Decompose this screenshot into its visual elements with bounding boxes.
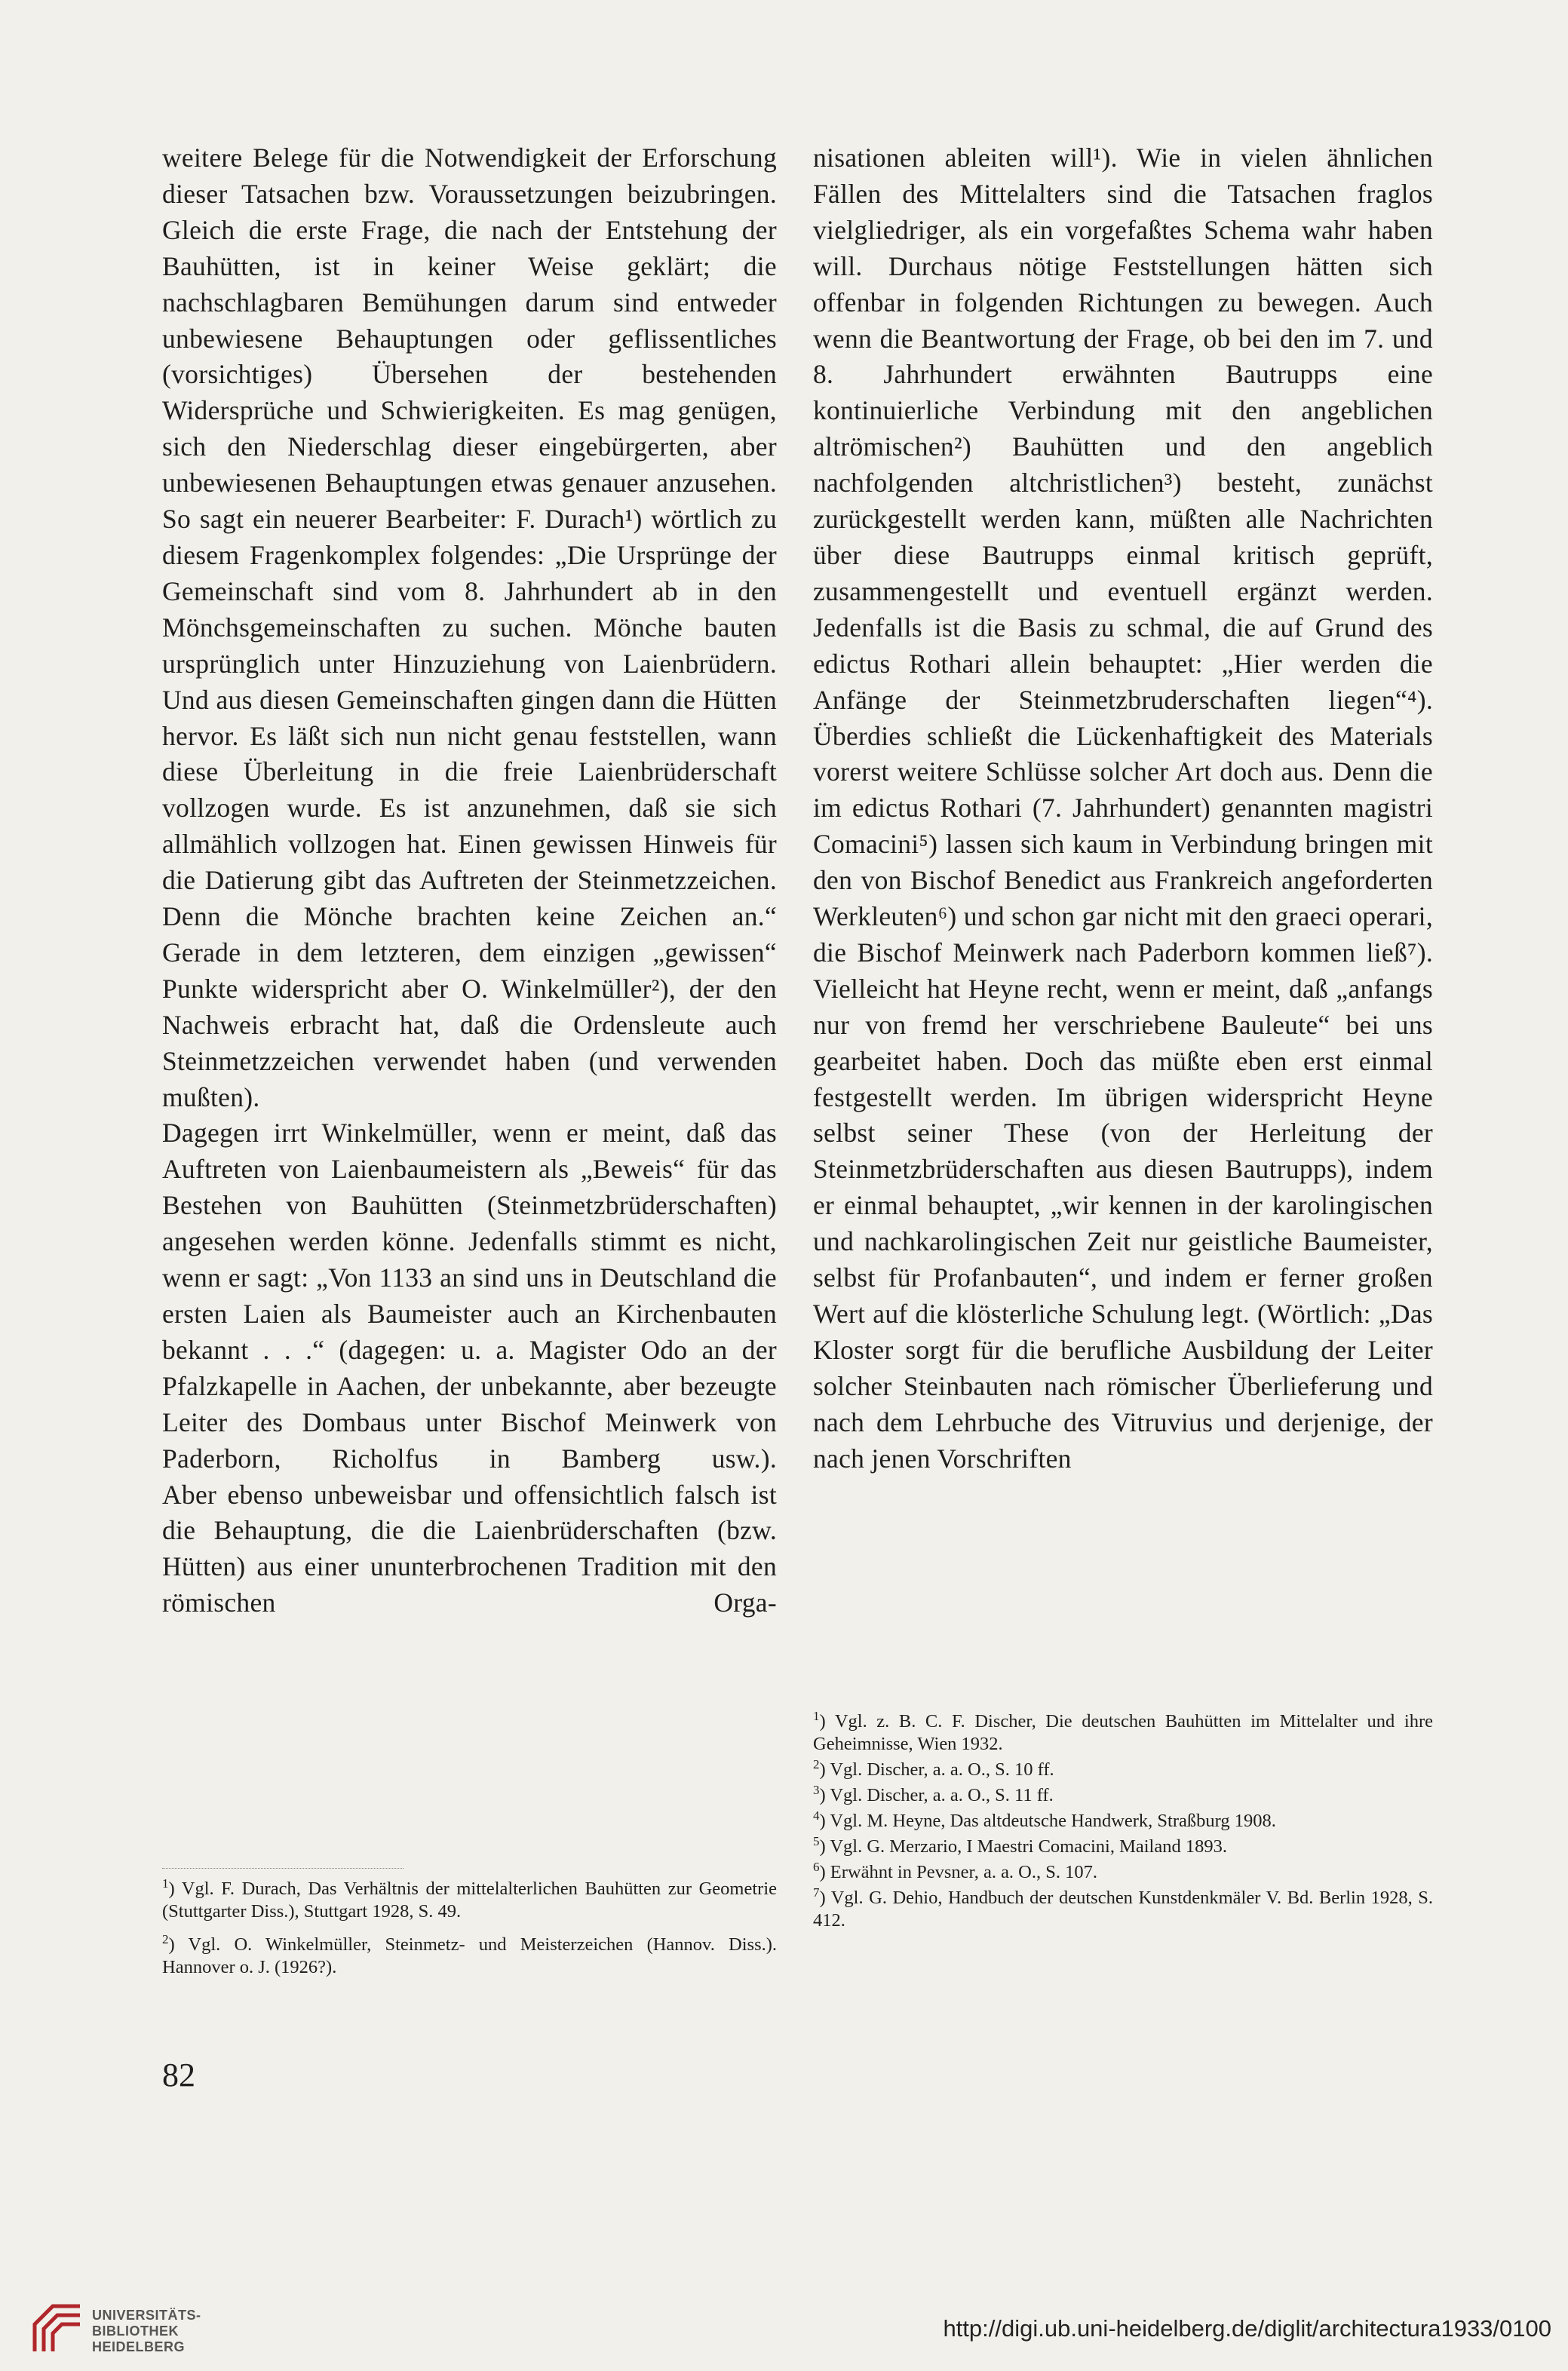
right-footnotes xyxy=(813,1710,1433,1935)
source-url-link[interactable]: http://digi.ub.uni-heidelberg.de/diglit/architectura1933/0100 xyxy=(943,2315,1551,2342)
left-footnote-2: $^2$) Vgl. O. Winkelmüller, Steinmetz- und Meisterzeichen (Hannov. Diss.). Hannover o. J. (1926?). xyxy=(162,1931,778,1977)
page-number: 82 xyxy=(162,2057,195,2093)
library-logo-icon xyxy=(30,2302,84,2356)
left-footnote-1: $^1$) Vgl. F. Durach, Das Verhältnis der mittelalterlichen Bauhütten zur Geometrie (Stuttgarter Diss.), Stuttgart 1928, S. 49. xyxy=(162,1876,777,1922)
right-footnote-6: $^6$) Erwähnt in Pevsner, a. a. O., S. 107. xyxy=(813,1859,1098,1882)
right-footnote-7: $^7$) Vgl. G. Dehio, Handbuch der deutschen Kunstdenkmäler V. Bd. Berlin 1928, S. 412. xyxy=(813,1885,1434,1931)
right-footnote-1: $^1$) Vgl. z. B. C. F. Discher, Die deutschen Bauhütten im Mittelalter und ihre Geheimnisse, Wien 1932. xyxy=(813,1708,1433,1754)
left-paragraph-4: Dagegen irrt Winkelmüller, wenn er meint, daß das Auftreten von Laienbaumeistern als „Beweis“ für das Bestehen von Bauhütten (Steinmetzbrüderschaften) angesehen werden könne. Jedenfalls stimmt es nicht, wenn er sagt: „Von 1133 an sind uns in Deutschland die ersten Laien als Baumeister auch an Kirchenbauten bekannt . . .“ (dagegen: u. a. Magister Odo an der Pfalzkapelle in Aachen, der unbekannte, aber bezeugte Leiter des Dombaus unter Bischof Meinwerk von Paderborn, Richolfus in Bamberg usw.). xyxy=(162,1118,777,1474)
right-footnote-2: $^2$) Vgl. Discher, a. a. O., S. 10 ff. xyxy=(813,1756,1054,1780)
right-footnote-5: $^5$) Vgl. G. Merzario, I Maestri Comacini, Mailand 1893. xyxy=(813,1833,1227,1857)
right-footnote-4: $^4$) Vgl. M. Heyne, Das altdeutsche Handwerk, Straßburg 1908. xyxy=(813,1808,1276,1831)
left-footnote-rule xyxy=(162,1868,404,1869)
right-footnote-3: $^3$) Vgl. Discher, a. a. O., S. 11 ff. xyxy=(813,1782,1054,1805)
left-paragraph-3: Gerade in dem letzteren, dem einzigen „gewissen“ Punkte widerspricht aber O. Winkelmüller²), der den Nachweis erbracht hat, daß die Ordensleute auch Steinmetzzeichen verwendet haben (und verwenden mußten). xyxy=(162,937,777,1112)
library-name: UNIVERSITÄTS- BIBLIOTHEK HEIDELBERG xyxy=(92,2308,201,2354)
left-column xyxy=(162,140,777,1621)
right-column xyxy=(813,140,1433,1477)
left-footnotes xyxy=(162,1878,777,1982)
right-paragraph-1: nisationen ableiten will¹). Wie in vielen ähnlichen Fällen des Mittelalters sind die Tatsachen fraglos vielgliedriger, als ein vorgefaßtes Schema wahr haben will. Durchaus nötige Feststellungen hätten sich offenbar in folgenden Richtungen zu bewegen. Auch wenn die Beantwortung der Frage, ob bei den im 7. und 8. Jahrhundert erwähnten Bautrupps eine kontinuierliche Verbindung mit den angeblichen altrömischen²) Bauhütten und den angeblich nachfolgenden altchristlichen³) besteht, zunächst zurückgestellt werden kann, müßten alle Nachrichten über diese Bautrupps einmal kritisch geprüft, zusammengestellt und eventuell ergänzt werden. Jedenfalls ist die Basis zu schmal, die auf Grund des edictus Rothari allein behauptet: „Hier werden die Anfänge der Steinmetzbruderschaften liegen“⁴). Überdies schließt die Lückenhaftigkeit des Materials vorerst weitere Schlüsse solcher Art doch aus. Denn die im edictus Rothari (7. Jahrhundert) genannten magistri Comacini⁵) lassen sich kaum in Verbindung bringen mit den von Bischof Benedict aus Frankreich angeforderten Werkleuten⁶) und schon gar nicht mit den graeci operari, die Bischof Meinwerk nach Paderborn kommen ließ⁷). Vielleicht hat Heyne recht, wenn er meint, daß „anfangs nur von fremd her verschriebene Bauleute“ bei uns gearbeitet haben. Doch das müßte eben erst einmal festgestellt werden. Im übrigen widerspricht Heyne selbst seiner These (von der Herleitung der Steinmetzbrüderschaften aus diesen Bautrupps), indem er einmal behauptet, „wir kennen in der karolingischen und nachkarolingischen Zeit nur geistliche Baumeister, selbst für Profanbauten“, und indem er ferner großen Wert auf die klösterliche Schulung legt. (Wörtlich: „Das Kloster sorgt für die berufliche Ausbildung der Leiter solcher Steinbauten nach römischer Überlieferung und nach dem Lehrbuche des Vitruvius und derjenige, der nach jenen Vorschriften xyxy=(813,143,1433,1474)
left-paragraph-2: Gleich die erste Frage, die nach der Entstehung der Bauhütten, ist in keiner Weise geklärt; die nachschlagbaren Bemühungen darum sind entweder unbewiesene Behauptungen oder geflissentliches (vorsichtiges) Übersehen der bestehenden Widersprüche und Schwierigkeiten. Es mag genügen, sich den Niederschlag dieser eingebürgerten, aber unbewiesenen Behauptungen etwas genauer anzusehen. So sagt ein neuerer Bearbeiter: F. Durach¹) wörtlich zu diesem Fragenkomplex folgendes: „Die Ursprünge der Gemeinschaft sind vom 8. Jahrhundert ab in den Mönchsgemeinschaften zu suchen. Mönche bauten ursprünglich unter Hinzuziehung von Laienbrüdern. Und aus diesen Gemeinschaften gingen dann die Hütten hervor. Es läßt sich nun nicht genau feststellen, wann diese Überleitung in die freie Laienbrüderschaft vollzogen wurde. Es ist anzunehmen, daß sie sich allmählich vollzogen hat. Einen gewissen Hinweis für die Datierung gibt das Auftreten der Steinmetzzeichen. Denn die Mönche brachten keine Zeichen an.“ xyxy=(162,214,777,932)
left-paragraph-5: Aber ebenso unbeweisbar und offensichtlich falsch ist die Behauptung, die die Laienbrüderschaften (bzw. Hütten) aus einer ununterbrochenen Tradition mit den römischen Orga- xyxy=(162,1479,777,1618)
left-paragraph-1: weitere Belege für die Notwendigkeit der Erforschung dieser Tatsachen bzw. Voraussetzungen beizubringen. xyxy=(162,143,777,209)
